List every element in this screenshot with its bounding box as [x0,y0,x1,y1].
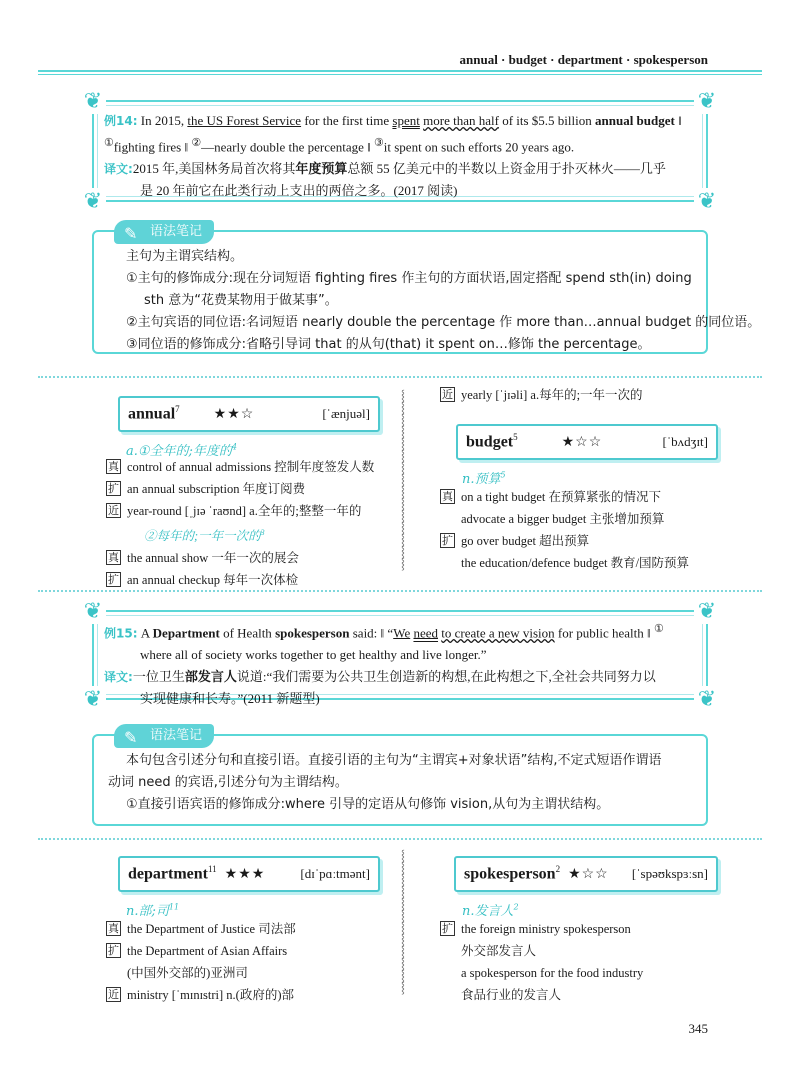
word-card-spokesperson [454,856,718,892]
tag-icon: 近 [108,504,119,517]
keyword-phrase: Department [152,625,220,641]
text-run: 2015 年,美国林务局首次将其 [132,161,296,177]
entry [440,962,643,984]
example-14-english [104,110,696,158]
example-label: 例15: [104,626,138,641]
running-header-title: annual · budget · department · spokesperson [459,52,708,67]
spokesperson-sense: n.发言人$^2$ [462,902,519,919]
ornament-corner-icon: ❦ [80,686,106,712]
text-run: 一位卫生 [132,669,185,685]
text-run: 说道:“我们需要为公共卫生创造新的构想,在此构想之下,全社会共同努力以 [236,669,656,685]
tag-icon: 真 [108,551,119,565]
entry-text: ministry [ˈmɪnɪstri] n.(政府的)部 [127,988,294,1002]
budget-entries [440,486,689,574]
entry-text: the education/defence budget 教育/国防预算 [461,556,690,570]
example-15-english-line2: where all of society works together to get healthy and live longer.” [140,647,487,663]
entry [106,569,374,591]
marker-2: ② [191,137,202,149]
grammar-note-1 [92,224,761,354]
entry [106,478,374,500]
example-15-translation [104,666,696,688]
tag-icon: 扩 [442,922,453,935]
annual-entries-1 [106,456,374,591]
column-separator: ⸾ ⸾ ⸾ ⸾ ⸾ ⸾ ⸾ ⸾ ⸾ ⸾ ⸾ ⸾ [401,850,405,994]
entry [440,530,689,552]
entry [106,500,374,522]
grammar-note-tab [114,220,214,244]
grammar-note-body [126,246,761,356]
keyword-phrase: spokesperson [275,625,350,641]
ornament-corner-icon: ❦ [694,598,720,624]
example-14-translation [104,158,696,180]
entry [440,552,689,574]
column-separator: ⸾ ⸾ ⸾ ⸾ ⸾ ⸾ ⸾ ⸾ ⸾ ⸾ ⸾ ⸾ ⸾ ⸾ ⸾ [401,390,405,570]
marker-3: ③ [374,137,384,149]
entry-text: an annual subscription 年度订阅费 [127,482,306,496]
entry [106,547,374,569]
entry [440,940,643,962]
keyword-zh: 发言人 [197,669,237,685]
keyword-zh: 年度预算 [295,161,348,177]
example-15-box [83,598,717,711]
section-divider [38,838,762,840]
headword-budget: budget$^5$ [466,432,518,451]
text-run: for the first time [301,113,393,128]
tag-icon: 近 [442,388,453,401]
note-line: sth 意为“花费某物用于做某事”。 [144,293,338,308]
entry-text: advocate a bigger budget 主张增加预算 [461,512,665,526]
ornament-corner-icon: ❦ [694,88,720,114]
marker-1: ① [104,137,114,149]
marker-1: ① [653,623,664,635]
entry [440,384,643,406]
entry [106,940,296,962]
word-card-budget [456,424,718,460]
sense-2: ②每年的;一年一次的$^3$ [144,528,265,544]
word-card-annual [118,396,380,432]
entry-text: on a tight budget 在预算紧张的情况下 [461,490,661,504]
subject-phrase: We [393,625,411,641]
entry [440,918,643,940]
ornament-corner-icon: ❦ [80,598,106,624]
text-run: fighting fires ‖ [113,139,192,155]
entry-text: yearly [ˈjɪəli] a.每年的;一年一次的 [461,388,643,402]
grammar-note-title: 语法笔记 [150,224,203,239]
keyword-phrase: annual budget [595,113,675,128]
text-run: In 2015, [140,113,188,128]
verb-phrase: need [413,625,439,641]
grammar-note-body [108,750,694,816]
grammar-note-title: 语法笔记 [150,728,203,743]
text-run: —nearly double the percentage ‖ [201,139,375,155]
text-run: of its $5.5 billion [498,113,595,128]
annual-near-entry [440,384,643,406]
text-run: ‖ [674,113,682,128]
example-label: 例14: [104,114,138,128]
sense-1: a.①全年的;年度的$^4$ [126,442,238,459]
phonetic: [dɪˈpɑːtmənt] [300,866,370,881]
note-line: ①主句的修饰成分:现在分词短语 fighting fires 作主句的方面状语,固定搭配 spend sth(in) doing [126,271,692,286]
example-15-translation-line2: 实现健康和长寿。”(2011 新题型) [140,691,320,707]
headword-department: department$^{11}$ [128,864,217,883]
department-sense: n.部;司$^{11}$ [126,902,180,919]
entry-text: go over budget 超出预算 [461,534,590,548]
example-15-english [104,618,696,644]
entry-text: the foreign ministry spokesperson [461,922,631,936]
tag-icon: 近 [108,988,119,1001]
tag-icon: 真 [108,460,119,473]
tag-icon: 扩 [108,944,119,957]
example-14-translation-line2: 是 20 年前它在此类行动上支出的两倍之多。(2017 阅读) [140,183,458,199]
entry-text: an annual checkup 每年一次体检 [127,573,299,588]
difficulty-stars: ★★★ [224,866,266,882]
note-line: 动词 need 的宾语,引述分句为主谓结构。 [108,775,348,790]
header-rule [38,70,762,72]
text-run: A [140,625,153,641]
ornament-corner-icon: ❦ [694,188,720,214]
phonetic: [ˈbʌdʒɪt] [662,434,708,449]
object-phrase: to create a new vision [441,625,555,641]
entry-text: (中国外交部的)亚洲司 [127,966,248,980]
ornament-corner-icon: ❦ [80,88,106,114]
word-card-department [118,856,380,892]
entry [106,984,296,1006]
difficulty-stars: ★☆☆ [568,866,609,882]
note-line: 本句包含引述分句和直接引语。直接引语的主句为“主谓宾+对象状语”结构,不定式短语作谓语 [126,753,662,768]
difficulty-stars: ★☆☆ [561,434,603,450]
tag-icon: 真 [442,490,453,503]
page-number: 345 [688,1021,708,1036]
object-phrase: more than half [423,113,499,128]
tag-icon: 真 [108,922,119,935]
tag-icon: 扩 [108,573,119,587]
translation-label: 译文: [104,670,133,685]
note-line: ③同位语的修饰成分:省略引导词 that 的从句(that) it spent on…修饰 the percentage。 [126,337,651,352]
note-line: ①直接引语宾语的修饰成分:where 引导的定语从句修饰 vision,从句为主谓状结构。 [126,797,610,812]
entry [440,984,643,1006]
tag-icon: 扩 [442,534,453,547]
header-rule-thin [38,74,762,75]
section-divider [38,376,762,378]
pen-icon: ✎ [124,728,138,747]
entry-text: year-round [ˌjɪə ˈraʊnd] a.全年的;整整一年的 [127,504,362,518]
department-entries [106,918,296,1006]
entry-text: the Department of Justice 司法部 [127,922,296,936]
entry-text: 食品行业的发言人 [461,988,562,1002]
pen-icon: ✎ [124,224,138,243]
text-run: 总额 55 亿美元中的半数以上资金用于扑灭林火——几乎 [347,161,666,177]
page-header [0,0,800,80]
ornament-corner-icon: ❦ [694,686,720,712]
entry-text: the Department of Asian Affairs [127,944,288,958]
entry-text: the annual show 一年一次的展会 [127,551,299,566]
entry-text: a spokesperson for the food industry [461,966,644,980]
entry [106,962,296,984]
headword-spokesperson: spokesperson$^2$ [464,864,561,883]
budget-sense: n.预算$^5$ [462,470,506,487]
headword-annual: annual$^7$ [128,404,180,423]
keyword-zh: 部 [184,669,198,685]
entry-text: control of annual admissions 控制年度签发人数 [127,460,375,474]
phonetic: [ˈspəʊkspɜːsn] [631,866,708,881]
entry [440,508,689,530]
section-divider [38,590,762,592]
difficulty-stars: ★★☆ [213,406,255,422]
text-run: for public health ‖ [554,625,654,641]
text-run: of Health [219,625,276,641]
entry [106,918,296,940]
translation-label: 译文: [104,162,133,177]
entry [106,456,374,478]
spokesperson-entries [440,918,643,1006]
example-14-box [83,88,717,213]
verb-phrase: spent [392,113,420,128]
entry-text: 外交部发言人 [461,944,537,958]
note-line: ②主句宾语的同位语:名词短语 nearly double the percentage 作 more than…annual budget 的同位语。 [126,315,761,330]
grammar-note-2 [92,728,708,826]
phonetic: [ˈænjuəl] [322,406,370,421]
ornament-corner-icon: ❦ [80,188,106,214]
entry [440,486,689,508]
grammar-note-tab [114,724,214,748]
text-run: said: ‖ “ [349,625,394,641]
subject-phrase: the US Forest Service [187,113,302,128]
note-line: 主句为主谓宾结构。 [126,249,244,264]
tag-icon: 扩 [108,482,119,495]
text-run: it spent on such efforts 20 years ago. [383,139,575,155]
